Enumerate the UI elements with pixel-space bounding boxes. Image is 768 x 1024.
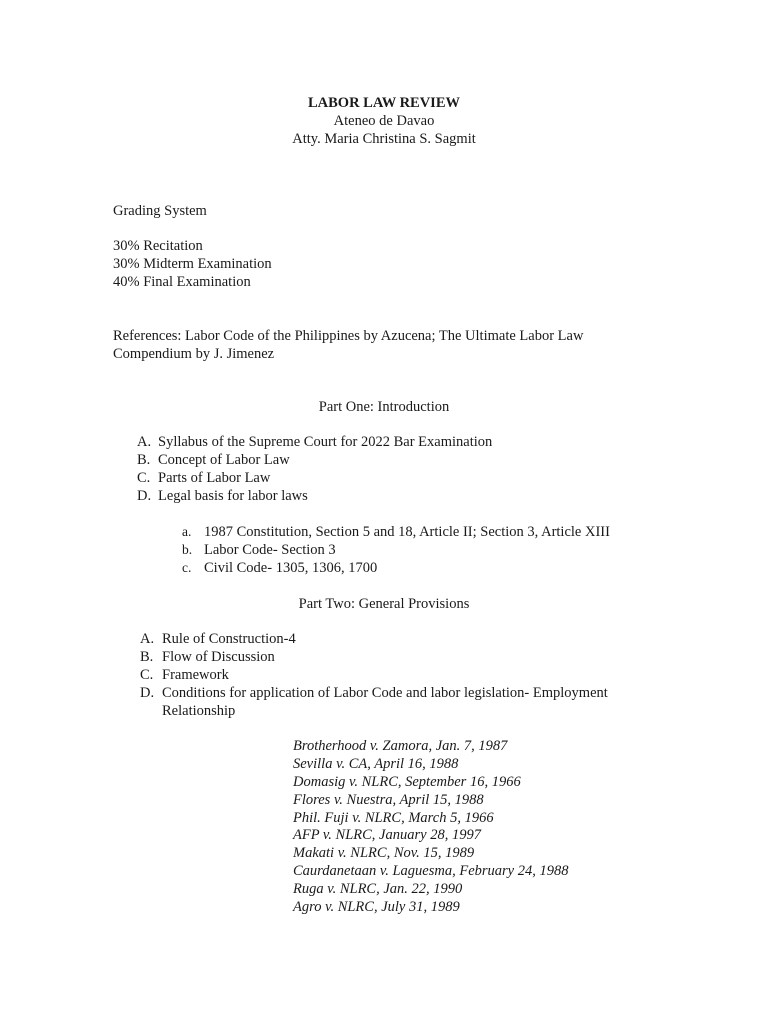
list-marker: D. [137, 488, 152, 504]
case-citation: Brotherhood v. Zamora, Jan. 7, 1987 [293, 738, 508, 754]
grading-item: 40% Final Examination [113, 274, 251, 290]
list-item: Framework [162, 667, 229, 683]
grading-heading: Grading System [113, 203, 207, 219]
list-item: Parts of Labor Law [158, 470, 271, 486]
list-marker: B. [137, 452, 151, 468]
list-item: Legal basis for labor laws [158, 488, 308, 504]
part-one-heading: Part One: Introduction [318, 399, 450, 415]
list-marker: A. [137, 434, 152, 450]
list-marker: A. [140, 631, 155, 647]
sublist-item: Civil Code- 1305, 1306, 1700 [204, 560, 378, 576]
list-marker: C. [140, 667, 154, 683]
school-name: Ateneo de Davao [333, 113, 435, 129]
list-item: Rule of Construction-4 [162, 631, 296, 647]
list-marker: B. [140, 649, 154, 665]
case-citation: Agro v. NLRC, July 31, 1989 [293, 899, 460, 915]
case-citation: Makati v. NLRC, Nov. 15, 1989 [293, 845, 475, 861]
case-citation: Phil. Fuji v. NLRC, March 5, 1966 [293, 810, 494, 826]
sublist-item: 1987 Constitution, Section 5 and 18, Article II; Section 3, Article XIII [204, 524, 610, 540]
list-item: Concept of Labor Law [158, 452, 290, 468]
sublist-marker: a. [182, 524, 192, 539]
list-marker: C. [137, 470, 151, 486]
case-citation: Ruga v. NLRC, Jan. 22, 1990 [293, 881, 463, 897]
case-citation: Sevilla v. CA, April 16, 1988 [293, 756, 459, 772]
case-citation: Domasig v. NLRC, September 16, 1966 [293, 774, 521, 790]
grading-item: 30% Recitation [113, 238, 203, 254]
case-citation: AFP v. NLRC, January 28, 1997 [293, 827, 481, 843]
case-citation: Flores v. Nuestra, April 15, 1988 [293, 792, 484, 808]
list-item: Conditions for application of Labor Code and labor legislation- Employment [162, 685, 608, 701]
references-line: Compendium by J. Jimenez [113, 346, 275, 362]
list-item: Syllabus of the Supreme Court for 2022 Bar Examination [158, 434, 493, 450]
references-line: References: Labor Code of the Philippines by Azucena; The Ultimate Labor Law [113, 328, 584, 344]
sublist-item: Labor Code- Section 3 [204, 542, 336, 558]
part-two-heading: Part Two: General Provisions [298, 596, 470, 612]
sublist-marker: c. [182, 560, 192, 575]
grading-item: 30% Midterm Examination [113, 256, 272, 272]
document-title: LABOR LAW REVIEW [307, 95, 461, 111]
list-item: Flow of Discussion [162, 649, 275, 665]
sublist-marker: b. [182, 542, 193, 557]
list-marker: D. [140, 685, 155, 701]
instructor-name: Atty. Maria Christina S. Sagmit [292, 131, 476, 147]
case-citation: Caurdanetaan v. Laguesma, February 24, 1988 [293, 863, 569, 879]
list-item-continuation: Relationship [162, 703, 236, 719]
